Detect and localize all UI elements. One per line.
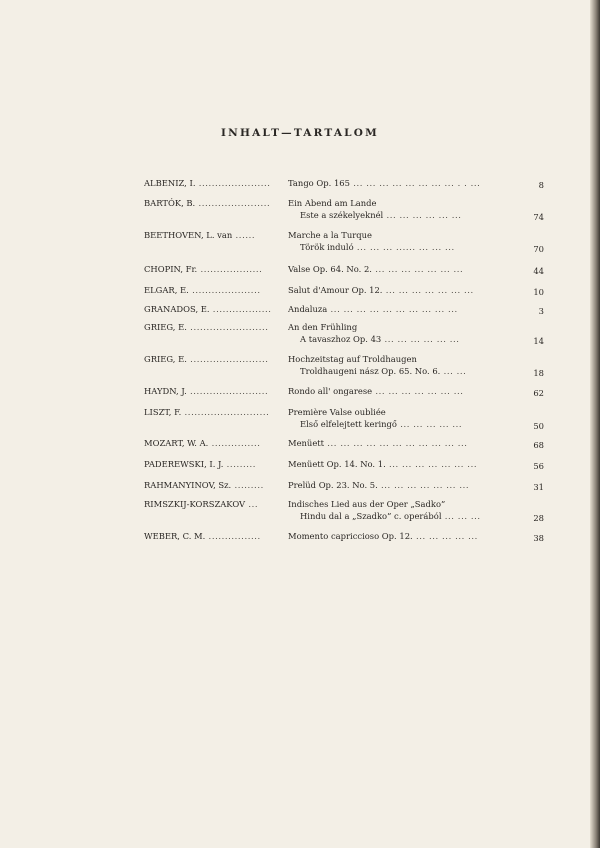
dot-leader: ......... bbox=[231, 480, 264, 490]
composer-label: HAYDN, J. bbox=[144, 386, 187, 396]
composer-label: GRIEG, E. bbox=[144, 354, 187, 364]
page-number: 28 bbox=[533, 512, 544, 523]
work-title-text: Este a székelyeknél bbox=[300, 209, 384, 220]
composer-label: LISZT, F. bbox=[144, 407, 182, 417]
dot-leader: ... ... ... ... ... ... ... bbox=[372, 386, 464, 396]
work-title-text: Prelüd Op. 23. No. 5. bbox=[288, 480, 378, 490]
composer-label: BEETHOVEN, L. van bbox=[144, 230, 233, 240]
composer-name bbox=[144, 322, 274, 334]
page-number: 56 bbox=[533, 461, 544, 471]
composer-label: MOZART, W. A. bbox=[144, 438, 209, 448]
work-title-text: A tavaszhoz Op. 43 bbox=[300, 333, 382, 344]
dot-leader: .................. bbox=[209, 304, 272, 314]
composer-label: ELGAR, E. bbox=[144, 285, 189, 295]
work-title bbox=[288, 480, 520, 492]
dot-leader: ...................... bbox=[195, 178, 271, 188]
work-title bbox=[288, 322, 520, 334]
work-titles bbox=[288, 459, 520, 471]
dot-leader: ........................ bbox=[186, 354, 269, 364]
work-titles bbox=[288, 198, 520, 221]
dot-leader: ... ... ... ... ... bbox=[396, 418, 463, 429]
composer-name bbox=[144, 354, 274, 366]
work-title-text: Hindu dal a „Szadko” c. operából bbox=[300, 510, 442, 521]
work-title bbox=[288, 459, 520, 471]
dot-leader: ........................ bbox=[186, 386, 269, 396]
dot-leader: ............... bbox=[208, 438, 261, 448]
work-titles bbox=[288, 438, 520, 450]
work-title-text: Momento capriccioso Op. 12. bbox=[288, 531, 413, 541]
composer-label: PADEREWSKI, I. J. bbox=[144, 459, 224, 469]
work-title-text: Andaluza bbox=[288, 304, 328, 314]
work-title bbox=[288, 230, 520, 242]
page-number: 31 bbox=[533, 482, 544, 492]
composer-name bbox=[144, 304, 274, 316]
dot-leader: ... ... ... ... ... ... ... bbox=[371, 264, 464, 274]
work-title-text: Tango Op. 165 bbox=[288, 178, 350, 188]
dot-leader: ... ... bbox=[440, 365, 467, 376]
composer-name bbox=[144, 178, 274, 190]
work-titles bbox=[288, 230, 520, 253]
work-titles bbox=[288, 285, 520, 297]
dot-leader: ......... bbox=[223, 459, 257, 469]
work-title bbox=[288, 354, 520, 366]
work-title bbox=[288, 499, 520, 511]
work-title-text: Első elfelejtett keringő bbox=[300, 418, 397, 429]
composer-label: GRIEG, E. bbox=[144, 322, 187, 332]
work-title bbox=[288, 210, 520, 222]
work-titles bbox=[288, 354, 520, 377]
composer-name bbox=[144, 531, 274, 543]
work-title-text: An den Frühling bbox=[288, 322, 358, 332]
work-title bbox=[288, 366, 520, 378]
work-titles bbox=[288, 178, 520, 190]
page-title: INHALT—TARTALOM bbox=[221, 127, 379, 139]
work-titles bbox=[288, 386, 520, 398]
composer-label: ALBENIZ, I. bbox=[144, 178, 196, 188]
composer-label: BARTÓK, B. bbox=[144, 198, 196, 208]
work-title bbox=[288, 419, 520, 431]
page-number: 8 bbox=[538, 180, 544, 190]
work-titles bbox=[288, 304, 520, 316]
dot-leader: ... ... ... ... ... ... bbox=[381, 333, 460, 344]
dot-leader: ... ... ... ... ... ... ... ... . . ... bbox=[349, 178, 481, 188]
work-title-text: Rondo all' ongarese bbox=[288, 386, 373, 396]
composer-name bbox=[144, 499, 274, 511]
page-number: 10 bbox=[533, 287, 544, 297]
dot-leader: ... ... ... bbox=[441, 510, 481, 521]
page-number: 3 bbox=[538, 306, 544, 316]
work-title-text: Salut d'Amour Op. 12. bbox=[288, 285, 383, 295]
dot-leader: ... ... ... ... ... ... ... bbox=[382, 285, 474, 295]
page-number: 74 bbox=[533, 211, 544, 222]
page-number: 18 bbox=[533, 367, 544, 378]
work-title bbox=[288, 198, 520, 210]
composer-label: RIMSZKIJ-KORSZAKOV bbox=[144, 499, 246, 509]
work-title bbox=[288, 264, 520, 276]
dot-leader: ... ... ... ... ... bbox=[412, 531, 478, 541]
dot-leader: ...... bbox=[232, 230, 256, 240]
work-title-text: Hochzeitstag auf Troldhaugen bbox=[288, 354, 417, 364]
composer-name bbox=[144, 407, 274, 419]
composer-name bbox=[144, 438, 274, 450]
work-title bbox=[288, 386, 520, 398]
dot-leader: ... bbox=[245, 499, 259, 509]
dot-leader: ...................... bbox=[195, 198, 271, 208]
work-titles bbox=[288, 264, 520, 276]
work-title-text: Troldhaugeni nász Op. 65. No. 6. bbox=[300, 365, 441, 376]
page-number: 50 bbox=[533, 420, 544, 431]
composer-name bbox=[144, 198, 274, 210]
dot-leader: ... ... ... ... ... ... ... ... ... ... bbox=[327, 304, 458, 314]
dot-leader: ... ... ... ... ... ... ... bbox=[377, 480, 470, 490]
dot-leader: ... ... ... ... ... ... ... ... ... ... ... bbox=[324, 438, 468, 448]
work-title bbox=[288, 511, 520, 523]
work-title-text: Török induló bbox=[300, 241, 354, 252]
page-number: 38 bbox=[533, 533, 544, 543]
dot-leader: .......................... bbox=[181, 407, 270, 417]
work-titles bbox=[288, 499, 520, 522]
work-title bbox=[288, 178, 520, 190]
composer-name bbox=[144, 480, 274, 492]
work-title-text: Menüett bbox=[288, 438, 325, 448]
work-title bbox=[288, 334, 520, 346]
work-titles bbox=[288, 407, 520, 430]
work-title bbox=[288, 438, 520, 450]
dot-leader: ..................... bbox=[188, 285, 261, 295]
work-title-text: Ein Abend am Lande bbox=[288, 198, 377, 208]
composer-name bbox=[144, 230, 274, 242]
page-number: 44 bbox=[533, 266, 544, 276]
work-title-text: Marche a la Turque bbox=[288, 230, 372, 240]
composer-label: RAHMANYINOV, Sz. bbox=[144, 480, 232, 490]
page-number: 14 bbox=[533, 335, 544, 346]
composer-label: GRANADOS, E. bbox=[144, 304, 210, 314]
page-number: 68 bbox=[533, 440, 544, 450]
work-titles bbox=[288, 322, 520, 345]
work-title bbox=[288, 531, 520, 543]
work-titles bbox=[288, 531, 520, 543]
work-title bbox=[288, 407, 520, 419]
composer-name bbox=[144, 285, 274, 297]
work-title-text: Première Valse oubliée bbox=[288, 407, 386, 417]
page-number: 62 bbox=[533, 388, 544, 398]
work-title-text: Valse Op. 64. No. 2. bbox=[288, 264, 372, 274]
composer-name bbox=[144, 459, 274, 471]
work-title bbox=[288, 242, 520, 254]
work-title bbox=[288, 285, 520, 297]
composer-label: CHOPIN, Fr. bbox=[144, 264, 198, 274]
composer-name bbox=[144, 386, 274, 398]
dot-leader: ........................ bbox=[186, 322, 269, 332]
composer-label: WEBER, C. M. bbox=[144, 531, 206, 541]
dot-leader: ................ bbox=[205, 531, 261, 541]
work-title-text: Menüett Op. 14. No. 1. bbox=[288, 459, 386, 469]
page-number: 70 bbox=[533, 243, 544, 254]
composer-name bbox=[144, 264, 274, 276]
dot-leader: ... ... ... ...... ... ... ... bbox=[353, 241, 455, 252]
dot-leader: ... ... ... ... ... ... ... bbox=[385, 459, 478, 469]
dot-leader: ... ... ... ... ... ... bbox=[383, 209, 462, 220]
dot-leader: ................... bbox=[197, 264, 263, 274]
work-title-text: Indisches Lied aus der Oper „Sadko” bbox=[288, 499, 446, 509]
work-titles bbox=[288, 480, 520, 492]
work-title bbox=[288, 304, 520, 316]
